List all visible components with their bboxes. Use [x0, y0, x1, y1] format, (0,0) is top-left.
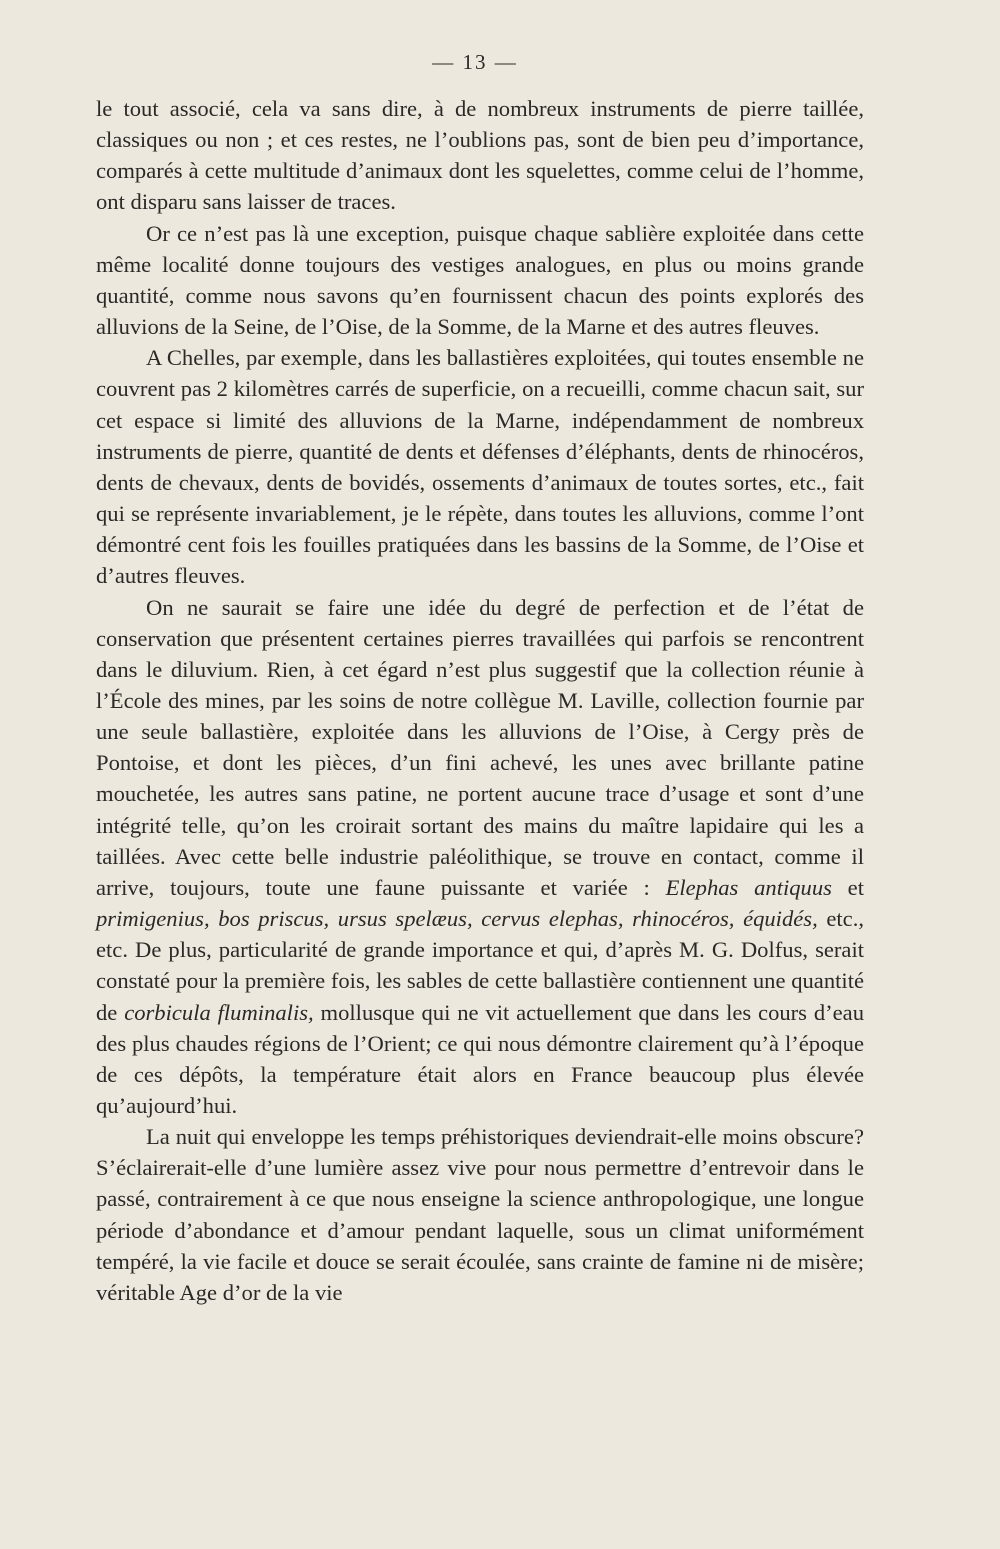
- text-run: et: [831, 874, 864, 900]
- italic-species-name: corbicula fluminalis,: [124, 999, 314, 1025]
- text-run: A Chelles, par exemple, dans les ballastières exploitées, qui toutes ensemble ne couvrent pas 2 kilomètres carrés de superficie, on a recueilli, comme chacun sait, sur cet espace si limité des alluvions de la Marne, indépendamment de nombreux instruments de pierre, quantité de dents et défenses d’éléphants, dents de rhinocéros, dents de chevaux, dents de bovidés, ossements d’animaux de toutes sortes, etc., fait qui se représente invariablement, je le répète, dans toutes les alluvions, comme l’ont démontré cent fois les fouilles pratiquées dans les bassins de la Somme, de l’Oise et d’autres fleuves.: [96, 345, 864, 589]
- paragraph-5: [96, 1121, 864, 1308]
- text-run: etc., etc. De plus, particularité de grande importance et qui, d’après M. G. Dolfus, serait constaté pour la première fois, les sables de cette ballastière contiennent une quantité de: [96, 906, 864, 1025]
- italic-species-list: primigenius, bos priscus, ursus spelæus, cervus elephas, rhinocéros, équidés,: [96, 906, 818, 932]
- paragraph-2: [96, 218, 864, 343]
- paragraph-3: [96, 342, 864, 591]
- paragraph-1: [96, 93, 864, 218]
- paragraph-4: [96, 592, 864, 1122]
- text-run: le tout associé, cela va sans dire, à de nombreux instruments de pierre taillée, classiques ou non ; et ces restes, ne l’oublions pas, sont de bien peu d’importance, comparés à cette multitude d’animaux dont les squelettes, comme celui de l’homme, ont disparu sans laisser de traces.: [96, 96, 864, 215]
- text-run: Or ce n’est pas là une exception, puisque chaque sablière exploitée dans cette même localité donne toujours des vestiges analogues, en plus ou moins grande quantité, comme nous savons qu’en fournissent chacun des points explorés des alluvions de la Seine, de l’Oise, de la Somme, de la Marne et des autres fleuves.: [96, 220, 864, 340]
- italic-species-name: Elephas antiquus: [665, 874, 832, 900]
- text-run: mollusque qui ne vit actuellement que dans les cours d’eau des plus chaudes régions de l’Orient; ce qui nous démontre clairement qu’à l’époque de ces dépôts, la température était alors en France beaucoup plus élevée qu’aujourd’hui.: [96, 999, 864, 1118]
- body-text: [96, 93, 864, 1308]
- text-run: La nuit qui enveloppe les temps préhistoriques deviendrait-elle moins obscure? S’éclairerait-elle d’une lumière assez vive pour nous permettre d’entrevoir dans le passé, contrairement à ce que nous enseigne la science anthropologique, une longue période d’abondance et d’amour pendant laquelle, sous un climat uniformément tempéré, la vie facile et douce se serait écoulée, sans crainte de famine ni de misère; véritable Age d’or de la vie: [96, 1124, 864, 1305]
- page-number: — 13 —: [432, 50, 518, 74]
- text-run: On ne saurait se faire une idée du degré de perfection et de l’état de conservation que présentent certaines pierres travaillées qui parfois se rencontrent dans le diluvium. Rien, à cet égard n’est plus suggestif que la collection réunie à l’École des mines, par les soins de notre collègue M. Laville, collection fournie par une seule ballastière, exploitée dans les alluvions de l’Oise, à Cergy près de Pontoise, et dont les pièces, d’un fini achevé, les unes avec brillante patine mouchetée, les autres sans patine, ne portent aucune trace d’usage et sont d’une intégrité telle, qu’on les croirait sortant des mains du maître lapidaire qui les a taillées. Avec cette belle industrie paléolithique, se trouve en contact, comme il arrive, toujours, toute une faune puissante et variée :: [96, 594, 864, 900]
